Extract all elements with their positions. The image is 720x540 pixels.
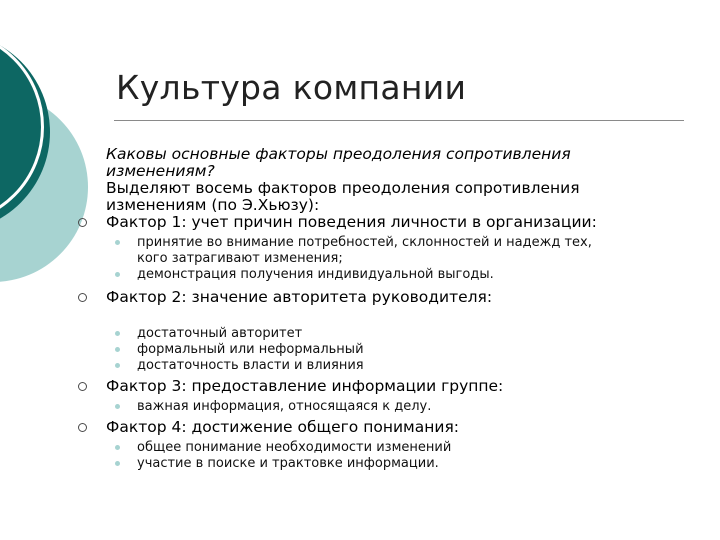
circle-bullet-icon xyxy=(78,218,87,227)
factor-4-point-2: участие в поиске и трактовке информации. xyxy=(74,456,694,472)
dot-bullet-icon xyxy=(115,272,120,277)
intro-line-1: Выделяют восемь факторов преодоления сопротивления xyxy=(106,179,580,197)
factor-4-point-1: общее понимание необходимости изменений xyxy=(74,440,694,456)
question-line-1: Каковы основные факторы преодоления сопротивления xyxy=(106,145,571,163)
circle-bullet-icon xyxy=(78,382,87,391)
factor-3-point-1: важная информация, относящаяся к делу. xyxy=(74,399,694,415)
dot-bullet-icon xyxy=(115,445,120,450)
slide-body xyxy=(74,146,694,472)
slide-title: Культура компании xyxy=(116,68,467,107)
factor-2-point-1: достаточный авторитет xyxy=(74,326,694,342)
factor-4-heading: Фактор 4: достижение общего понимания: xyxy=(74,419,694,436)
factor-1-point-1-line-2: кого затрагивают изменения; xyxy=(137,251,343,266)
dot-bullet-icon xyxy=(115,240,120,245)
factor-1-heading: Фактор 1: учет причин поведения личности в организации: xyxy=(74,214,694,231)
question-line-2: изменениям? xyxy=(106,162,215,180)
dot-bullet-icon xyxy=(115,461,120,466)
dot-bullet-icon xyxy=(115,331,120,336)
intro-line-2: изменениям (по Э.Хьюзу): xyxy=(106,196,320,214)
circle-bullet-icon xyxy=(78,423,87,432)
factor-2-point-3: достаточность власти и влияния xyxy=(74,358,694,374)
factor-3-heading: Фактор 3: предоставление информации группе: xyxy=(74,378,694,395)
dot-bullet-icon xyxy=(115,404,120,409)
dot-bullet-icon xyxy=(115,347,120,352)
circle-bullet-icon xyxy=(78,293,87,302)
title-divider xyxy=(114,120,684,121)
factor-1-point-1-line-1: принятие во внимание потребностей, склонностей и надежд тех, xyxy=(74,235,694,251)
factor-2-point-2: формальный или неформальный xyxy=(74,342,694,358)
factor-1-point-2: демонстрация получения индивидуальной выгоды. xyxy=(74,267,694,283)
dot-bullet-icon xyxy=(115,363,120,368)
factor-2-heading: Фактор 2: значение авторитета руководителя: xyxy=(74,289,694,306)
